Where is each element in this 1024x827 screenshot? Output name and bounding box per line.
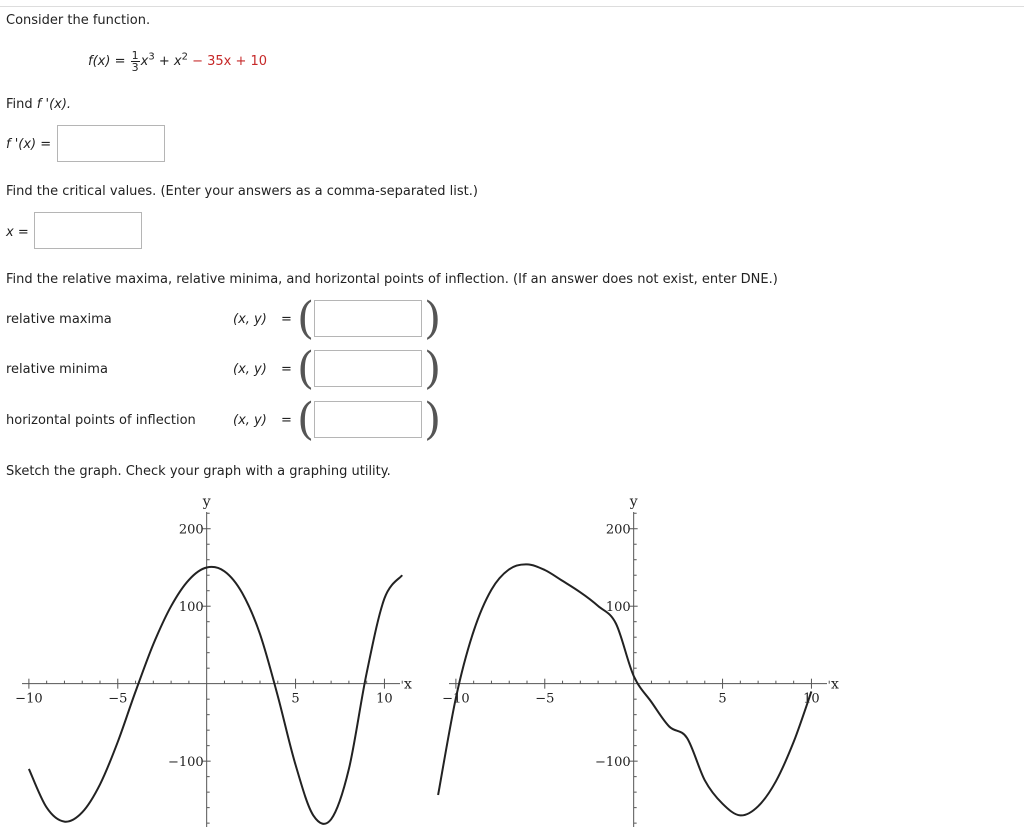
derivative-label: f '(x) = xyxy=(6,137,52,152)
cubic-term-x: x xyxy=(140,54,149,69)
q3-prompt: Find the relative maxima, relative minima, and horizontal points of inflection. (If an answer does not exist, enter DNE.) xyxy=(6,272,778,287)
x-tick-label: −10 xyxy=(15,691,43,707)
inflection-points-input[interactable] xyxy=(314,401,422,438)
y-tick-label: 100 xyxy=(605,600,631,616)
intro-text: Consider the function. xyxy=(6,13,151,28)
q1-prompt-fn: f '(x). xyxy=(36,97,72,112)
relative-maxima-right-paren: ) xyxy=(424,293,442,344)
function-equals: = xyxy=(114,54,126,69)
x-tick-label: 10 xyxy=(376,691,393,707)
relative-maxima-xy: (x, y) xyxy=(233,312,267,327)
q1-prompt xyxy=(6,97,71,112)
x-tick-label: 5 xyxy=(718,691,727,707)
cubic-exponent: 3 xyxy=(148,51,155,63)
critical-values-input[interactable] xyxy=(34,212,142,249)
y-tick-label: −100 xyxy=(594,755,631,771)
relative-minima-input[interactable] xyxy=(314,350,422,387)
fraction-numerator: 1 xyxy=(131,49,139,62)
relative-minima-label: relative minima xyxy=(6,362,108,377)
y-tick-label: −100 xyxy=(167,755,204,771)
y-axis-name: y xyxy=(629,494,638,510)
x-tick-label: −5 xyxy=(108,691,128,707)
inflection-points-left-paren: ( xyxy=(297,394,315,445)
y-tick-label: 200 xyxy=(178,522,204,538)
function-equation xyxy=(88,50,267,73)
x-tick-label: 5 xyxy=(291,691,300,707)
q4-prompt: Sketch the graph. Check your graph with a graphing utility. xyxy=(6,464,391,479)
y-tick-label: 100 xyxy=(178,600,204,616)
inflection-points-right-paren: ) xyxy=(424,394,442,445)
x-axis-name: x xyxy=(831,676,839,693)
graph-option-2-plot xyxy=(442,490,847,827)
series-curve xyxy=(29,567,402,824)
derivative-input[interactable] xyxy=(57,125,165,162)
relative-maxima-input[interactable] xyxy=(314,300,422,337)
inflection-points-equals: = xyxy=(281,413,292,428)
fraction-denominator: 3 xyxy=(131,61,139,74)
fraction xyxy=(131,50,140,73)
top-divider xyxy=(0,6,1024,7)
y-tick-label: 200 xyxy=(605,522,631,538)
inflection-points-label: horizontal points of inflection xyxy=(6,413,196,428)
relative-maxima-left-paren: ( xyxy=(297,293,315,344)
relative-minima-equals: = xyxy=(281,362,292,377)
graph-option-2[interactable] xyxy=(442,490,847,827)
relative-maxima-equals: = xyxy=(281,312,292,327)
relative-maxima-label: relative maxima xyxy=(6,312,112,327)
square-term-x: x xyxy=(173,54,182,69)
function-lhs: f(x) xyxy=(88,54,111,69)
x-axis-name: x xyxy=(404,676,412,693)
x-tick-label: 10 xyxy=(803,691,820,707)
q1-prompt-prefix: Find xyxy=(6,97,37,112)
relative-minima-xy: (x, y) xyxy=(233,362,267,377)
relative-minima-left-paren: ( xyxy=(297,343,315,394)
plus-sign: + xyxy=(158,54,170,69)
linear-constant-terms: − 35x + 10 xyxy=(192,54,268,69)
square-exponent: 2 xyxy=(181,51,188,63)
q2-prompt: Find the critical values. (Enter your answers as a comma-separated list.) xyxy=(6,184,478,199)
x-tick-label: −10 xyxy=(442,691,470,707)
graph-option-1[interactable] xyxy=(15,490,420,827)
y-axis-name: y xyxy=(202,494,211,510)
relative-minima-right-paren: ) xyxy=(424,343,442,394)
x-tick-label: −5 xyxy=(535,691,555,707)
graph-option-1-plot xyxy=(15,490,420,827)
inflection-points-xy: (x, y) xyxy=(233,413,267,428)
critical-values-label: x = xyxy=(6,225,29,240)
